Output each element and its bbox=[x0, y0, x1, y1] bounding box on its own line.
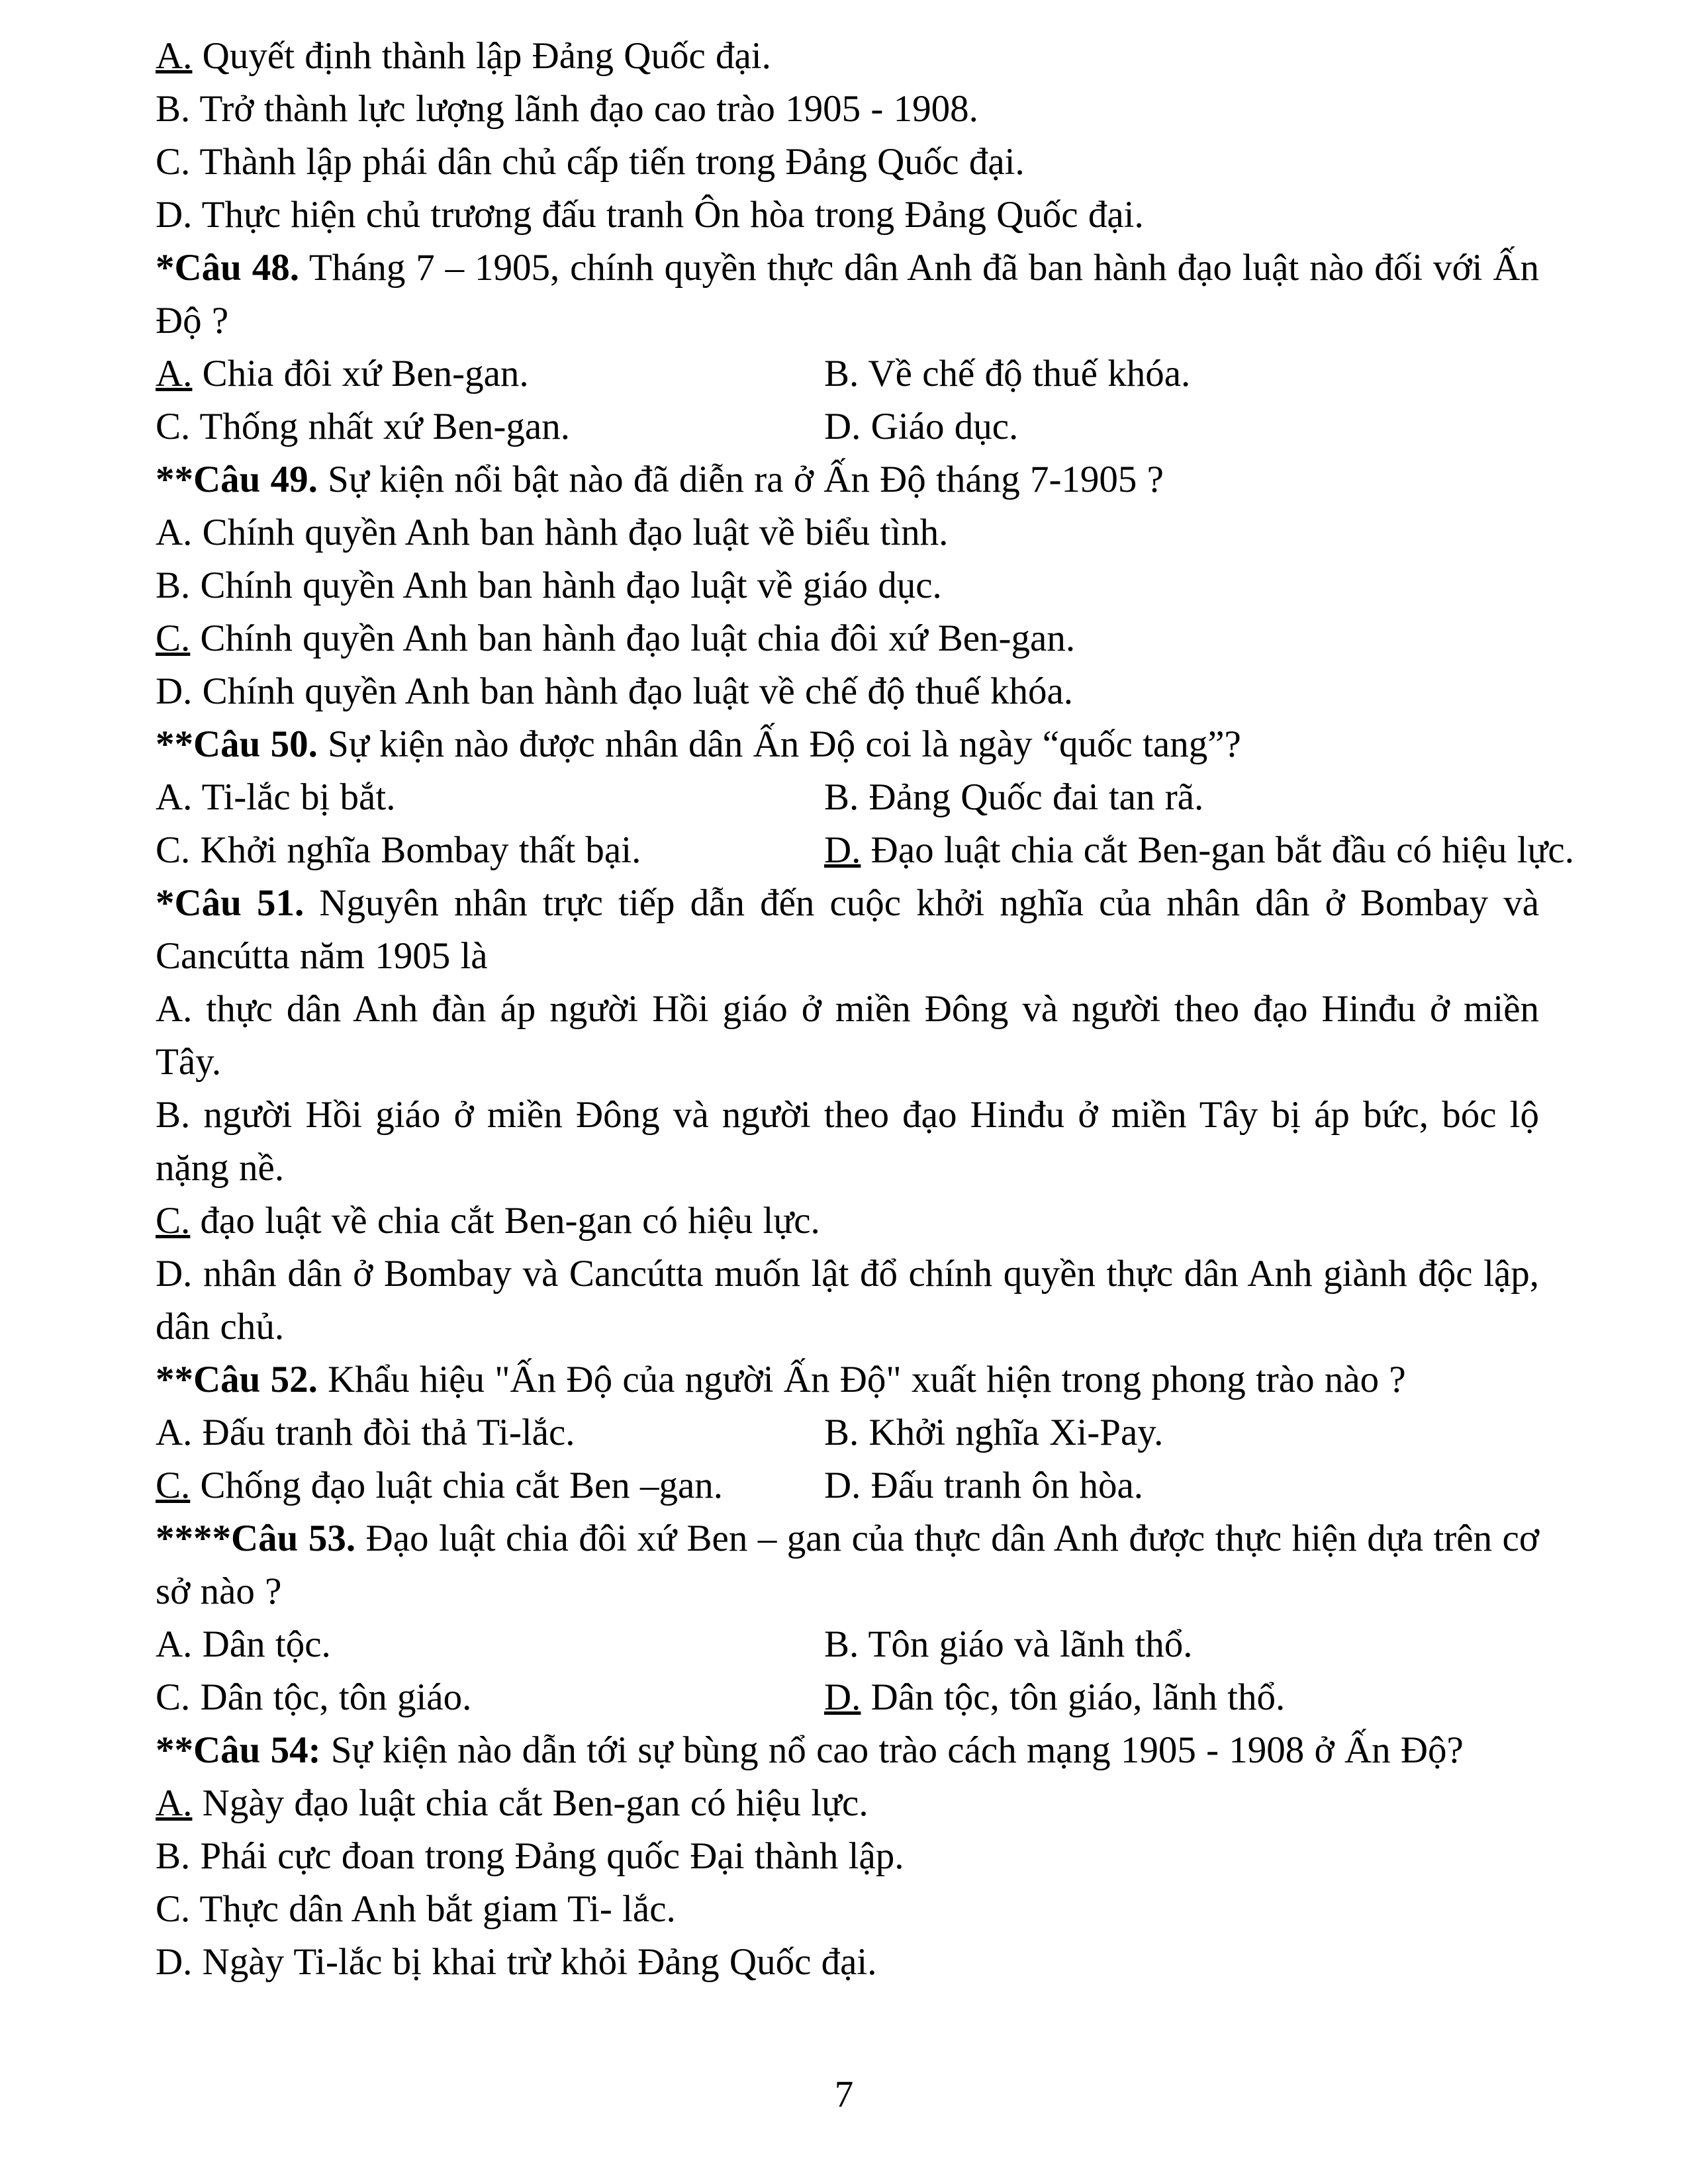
answer-option bbox=[156, 506, 1539, 559]
option-text: nhân dân ở Bombay và Cancútta muốn lật đổ chính quyền thực dân Anh giành độc lập, dân chủ. bbox=[156, 1253, 1540, 1347]
option-letter: A. bbox=[156, 35, 193, 77]
option-letter: C. bbox=[156, 1888, 191, 1930]
question-heading bbox=[156, 1724, 1539, 1777]
question-number: *Câu 51. bbox=[156, 882, 305, 924]
option-letter: D. bbox=[824, 406, 861, 447]
question-number: *Câu 48. bbox=[156, 247, 299, 289]
answer-option bbox=[824, 400, 1018, 453]
option-text: Chính quyền Anh ban hành đạo luật về biểu tình. bbox=[202, 512, 949, 553]
option-text: Chia đôi xứ Ben-gan. bbox=[202, 353, 529, 394]
option-text: Chính quyền Anh ban hành đạo luật về chế độ thuế khóa. bbox=[202, 670, 1074, 712]
page-number: 7 bbox=[834, 2073, 854, 2115]
option-text: Tôn giáo và lãnh thổ. bbox=[868, 1623, 1193, 1665]
option-text: Về chế độ thuế khóa. bbox=[868, 353, 1191, 394]
answer-option-row bbox=[156, 1618, 1539, 1671]
question-heading bbox=[156, 1512, 1539, 1618]
answer-option bbox=[156, 1830, 1539, 1883]
option-letter: B. bbox=[156, 565, 191, 606]
question-number: **Câu 50. bbox=[156, 723, 318, 765]
option-letter: B. bbox=[824, 776, 859, 818]
question-heading bbox=[156, 242, 1539, 347]
option-text: Giáo dục. bbox=[870, 406, 1019, 447]
answer-option bbox=[156, 1195, 1539, 1248]
answer-option bbox=[824, 1459, 1143, 1512]
option-text: Đạo luật chia cắt Ben-gan bắt đầu có hiệu lực. bbox=[870, 829, 1574, 871]
answer-option bbox=[156, 347, 824, 400]
question-heading bbox=[156, 718, 1539, 771]
answer-option bbox=[156, 771, 824, 824]
option-text: Quyết định thành lập Đảng Quốc đại. bbox=[202, 35, 771, 77]
option-letter: A. bbox=[156, 988, 193, 1030]
answer-option bbox=[156, 83, 1539, 136]
option-letter: D. bbox=[824, 1465, 861, 1506]
option-text: đạo luật về chia cắt Ben-gan có hiệu lực. bbox=[200, 1200, 820, 1242]
answer-option bbox=[156, 1936, 1539, 1989]
answer-option bbox=[156, 30, 1539, 83]
option-text: Chính quyền Anh ban hành đạo luật chia đôi xứ Ben-gan. bbox=[200, 617, 1076, 659]
option-letter: C. bbox=[156, 617, 191, 659]
question-heading bbox=[156, 1353, 1539, 1406]
option-text: Khởi nghĩa Bombay thất bại. bbox=[200, 829, 641, 871]
answer-option bbox=[156, 1248, 1539, 1353]
answer-option bbox=[156, 1777, 1539, 1830]
option-letter: A. bbox=[156, 1782, 193, 1824]
option-letter: B. bbox=[156, 1835, 191, 1877]
answer-option bbox=[156, 559, 1539, 612]
option-letter: B. bbox=[156, 1094, 191, 1136]
option-text: Thực dân Anh bắt giam Ti- lắc. bbox=[199, 1888, 676, 1930]
option-text: Ngày Ti-lắc bị khai trừ khỏi Đảng Quốc đại. bbox=[202, 1941, 877, 1983]
question-text: Đạo luật chia đôi xứ Ben – gan của thực dân Anh được thực hiện dựa trên cơ sở nào ? bbox=[156, 1518, 1540, 1612]
answer-option-row bbox=[156, 771, 1539, 824]
option-text: Khởi nghĩa Xi-Pay. bbox=[868, 1412, 1164, 1453]
answer-option bbox=[824, 1671, 1285, 1724]
document-content bbox=[156, 30, 1574, 1989]
answer-option bbox=[156, 612, 1539, 665]
option-letter: A. bbox=[156, 1623, 193, 1665]
question-text: Sự kiện nào được nhân dân Ấn Độ coi là ngày “quốc tang”? bbox=[328, 723, 1241, 765]
option-text: Dân tộc. bbox=[202, 1623, 331, 1665]
option-letter: A. bbox=[156, 776, 193, 818]
question-text: Sự kiện nào dẫn tới sự bùng nổ cao trào cách mạng 1905 - 1908 ở Ấn Độ? bbox=[330, 1729, 1464, 1771]
option-text: Đấu tranh đòi thả Ti-lắc. bbox=[202, 1412, 575, 1453]
option-text: Đấu tranh ôn hòa. bbox=[870, 1465, 1144, 1506]
option-letter: A. bbox=[156, 353, 193, 394]
answer-option bbox=[156, 983, 1539, 1089]
option-text: Chống đạo luật chia cắt Ben –gan. bbox=[200, 1465, 724, 1506]
question-number: **Câu 52. bbox=[156, 1359, 318, 1400]
answer-option bbox=[156, 824, 824, 877]
answer-option bbox=[156, 1671, 824, 1724]
answer-option bbox=[824, 1406, 1163, 1459]
question-number: **Câu 49. bbox=[156, 459, 318, 500]
option-letter: C. bbox=[156, 829, 191, 871]
option-text: Thống nhất xứ Ben-gan. bbox=[199, 406, 570, 447]
option-text: Phái cực đoan trong Đảng quốc Đại thành lập. bbox=[200, 1835, 904, 1877]
option-text: Thực hiện chủ trương đấu tranh Ôn hòa trong Đảng Quốc đại. bbox=[201, 194, 1144, 236]
option-letter: D. bbox=[824, 829, 861, 871]
question-text: Sự kiện nổi bật nào đã diễn ra ở Ấn Độ tháng 7-1905 ? bbox=[328, 459, 1164, 500]
answer-option bbox=[156, 1883, 1539, 1936]
option-text: Thành lập phái dân chủ cấp tiến trong Đảng Quốc đại. bbox=[199, 141, 1025, 183]
option-text: Chính quyền Anh ban hành đạo luật về giáo dục. bbox=[200, 565, 942, 606]
option-letter: D. bbox=[824, 1676, 861, 1718]
answer-option bbox=[156, 665, 1539, 718]
option-letter: A. bbox=[156, 1412, 193, 1453]
answer-option bbox=[156, 1459, 824, 1512]
option-text: người Hồi giáo ở miền Đông và người theo đạo Hinđu ở miền Tây bị áp bức, bóc lộ nặng nề. bbox=[156, 1094, 1540, 1189]
answer-option-row bbox=[156, 347, 1539, 400]
option-letter: C. bbox=[156, 141, 191, 183]
answer-option bbox=[156, 1618, 824, 1671]
option-letter: D. bbox=[156, 670, 193, 712]
option-letter: C. bbox=[156, 406, 191, 447]
answer-option bbox=[824, 1618, 1193, 1671]
answer-option bbox=[824, 771, 1203, 824]
answer-option bbox=[824, 347, 1190, 400]
question-number: ****Câu 53. bbox=[156, 1518, 356, 1559]
question-text: Khẩu hiệu "Ấn Độ của người Ấn Độ" xuất hiện trong phong trào nào ? bbox=[328, 1359, 1406, 1400]
answer-option bbox=[156, 400, 824, 453]
option-letter: C. bbox=[156, 1676, 191, 1718]
answer-option-row bbox=[156, 400, 1539, 453]
answer-option-row bbox=[156, 1671, 1539, 1724]
question-number: **Câu 54: bbox=[156, 1729, 321, 1771]
option-letter: B. bbox=[156, 88, 191, 130]
answer-option bbox=[824, 824, 1574, 877]
answer-option bbox=[156, 189, 1539, 242]
question-text: Tháng 7 – 1905, chính quyền thực dân Anh đã ban hành đạo luật nào đối với Ấn Độ ? bbox=[156, 247, 1539, 341]
option-letter: B. bbox=[824, 353, 859, 394]
option-text: Dân tộc, tôn giáo. bbox=[200, 1676, 472, 1718]
option-text: Đảng Quốc đai tan rã. bbox=[868, 776, 1204, 818]
answer-option-row bbox=[156, 1459, 1539, 1512]
option-text: Trở thành lực lượng lãnh đạo cao trào 1905 - 1908. bbox=[199, 88, 978, 130]
option-text: Dân tộc, tôn giáo, lãnh thổ. bbox=[870, 1676, 1286, 1718]
option-letter: B. bbox=[824, 1623, 859, 1665]
answer-option bbox=[156, 1089, 1539, 1195]
option-text: Ti-lắc bị bắt. bbox=[201, 776, 396, 818]
question-text: Nguyên nhân trực tiếp dẫn đến cuộc khởi nghĩa của nhân dân ở Bombay và Cancútta năm 1905 là bbox=[156, 882, 1540, 977]
option-letter: C. bbox=[156, 1465, 191, 1506]
option-letter: D. bbox=[156, 1941, 193, 1983]
option-text: Ngày đạo luật chia cắt Ben-gan có hiệu lực. bbox=[202, 1782, 868, 1824]
option-letter: B. bbox=[824, 1412, 859, 1453]
option-letter: A. bbox=[156, 512, 193, 553]
option-text: thực dân Anh đàn áp người Hồi giáo ở miền Đông và người theo đạo Hinđu ở miền Tây. bbox=[156, 988, 1540, 1083]
question-heading bbox=[156, 877, 1539, 983]
answer-option bbox=[156, 1406, 824, 1459]
answer-option-row bbox=[156, 824, 1574, 877]
option-letter: D. bbox=[156, 194, 193, 236]
answer-option bbox=[156, 136, 1539, 189]
question-heading bbox=[156, 453, 1539, 506]
option-letter: D. bbox=[156, 1253, 193, 1295]
answer-option-row bbox=[156, 1406, 1539, 1459]
option-letter: C. bbox=[156, 1200, 191, 1242]
